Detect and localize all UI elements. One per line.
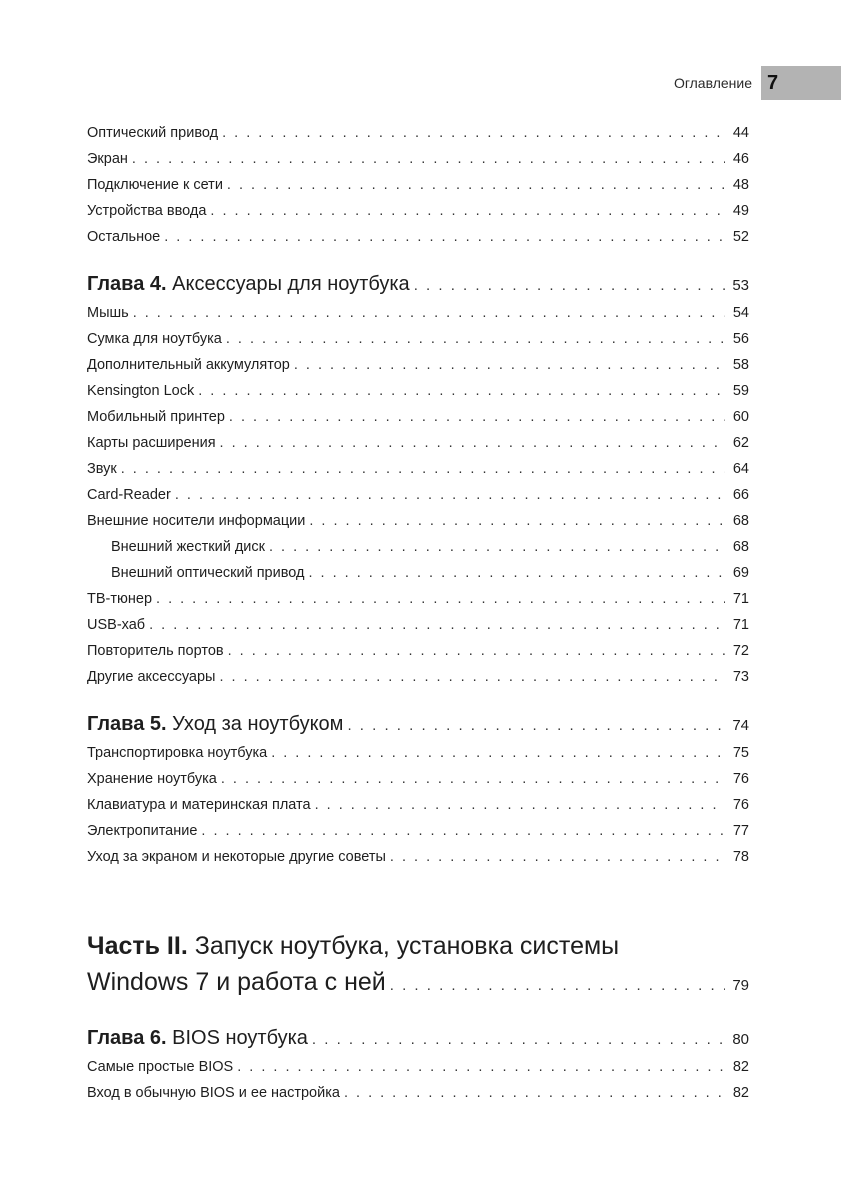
toc-entry-title: Экран bbox=[87, 151, 128, 167]
dot-leader bbox=[414, 270, 725, 302]
dot-leader bbox=[220, 430, 725, 456]
toc-entry-page: 76 bbox=[732, 771, 749, 787]
toc-entry bbox=[87, 198, 749, 224]
toc-subentry bbox=[87, 560, 749, 586]
part-name-line2: Windows 7 и работа с ней bbox=[87, 968, 386, 996]
dot-leader bbox=[156, 586, 725, 612]
toc-entry-title: Kensington Lock bbox=[87, 383, 195, 399]
dot-leader bbox=[312, 1024, 725, 1056]
part-heading bbox=[87, 928, 749, 1000]
toc-entry bbox=[87, 378, 749, 404]
toc-entry bbox=[87, 456, 749, 482]
chapter-name: Аксессуары для ноутбука bbox=[172, 273, 410, 295]
toc-entry-title: Устройства ввода bbox=[87, 203, 207, 219]
dot-leader bbox=[237, 1054, 725, 1080]
page-number-tab bbox=[761, 66, 841, 100]
toc-entry-page: 77 bbox=[732, 823, 749, 839]
dot-leader bbox=[390, 844, 725, 870]
chapter-heading bbox=[87, 1022, 749, 1054]
toc-entry-page: 75 bbox=[732, 745, 749, 761]
dot-leader bbox=[201, 818, 725, 844]
toc-entry-page: 59 bbox=[732, 383, 749, 399]
chapter-page: 53 bbox=[732, 277, 749, 294]
toc-entry bbox=[87, 146, 749, 172]
toc-entry-page: 82 bbox=[732, 1085, 749, 1101]
dot-leader bbox=[132, 146, 725, 172]
toc-entry-page: 52 bbox=[732, 229, 749, 245]
toc-entry-page: 78 bbox=[732, 849, 749, 865]
chapter-title bbox=[87, 268, 410, 300]
dot-leader bbox=[344, 1080, 725, 1106]
toc-entry-title: USB-хаб bbox=[87, 617, 146, 633]
toc-entry-title: ТВ-тюнер bbox=[87, 591, 153, 607]
chapter-title bbox=[87, 708, 343, 740]
toc-entry-page: 46 bbox=[732, 151, 749, 167]
dot-leader bbox=[149, 612, 725, 638]
toc-entry-page: 73 bbox=[732, 669, 749, 685]
toc-entry bbox=[87, 120, 749, 146]
toc-entry-title: Электропитание bbox=[87, 823, 198, 839]
toc-entry-title: Вход в обычную BIOS и ее настройка bbox=[87, 1085, 340, 1101]
toc-entry-page: 68 bbox=[732, 539, 749, 555]
toc-entry-title: Сумка для ноутбука bbox=[87, 331, 222, 347]
toc-entry-title: Звук bbox=[87, 461, 117, 477]
dot-leader bbox=[219, 664, 725, 690]
part-name-line1: Запуск ноутбука, установка системы bbox=[194, 932, 620, 960]
toc-entry-title: Мышь bbox=[87, 305, 129, 321]
toc-entry-page: 56 bbox=[732, 331, 749, 347]
dot-leader bbox=[390, 968, 725, 1004]
toc-entry-page: 49 bbox=[732, 203, 749, 219]
chapter-prefix: Глава 4. bbox=[87, 273, 167, 295]
toc-entry-page: 48 bbox=[732, 177, 749, 193]
toc-entry bbox=[87, 792, 749, 818]
dot-leader bbox=[229, 404, 725, 430]
dot-leader bbox=[226, 326, 725, 352]
dot-leader bbox=[164, 224, 725, 250]
toc-entry bbox=[87, 508, 749, 534]
toc-entry bbox=[87, 224, 749, 250]
toc-entry-title: Дополнительный аккумулятор bbox=[87, 357, 290, 373]
toc-entry-title: Оптический привод bbox=[87, 125, 219, 141]
toc-entry-title: Повторитель портов bbox=[87, 643, 224, 659]
toc-entry bbox=[87, 818, 749, 844]
toc-entry-title: Внешние носители информации bbox=[87, 513, 306, 529]
toc-entry bbox=[87, 352, 749, 378]
toc-entry-page: 64 bbox=[732, 461, 749, 477]
toc-entry bbox=[87, 766, 749, 792]
toc-entry bbox=[87, 404, 749, 430]
toc-entry bbox=[87, 638, 749, 664]
dot-leader bbox=[133, 300, 725, 326]
dot-leader bbox=[198, 378, 725, 404]
toc-entry-page: 66 bbox=[732, 487, 749, 503]
toc-entry-page: 76 bbox=[732, 797, 749, 813]
part-page: 79 bbox=[732, 977, 749, 994]
toc-entry-title: Уход за экраном и некоторые другие советы bbox=[87, 849, 386, 865]
part-prefix: Часть II. bbox=[87, 932, 188, 960]
toc-entry-page: 60 bbox=[732, 409, 749, 425]
toc-entry-title: Внешний оптический привод bbox=[111, 565, 305, 581]
toc-entry bbox=[87, 172, 749, 198]
toc-entry-title: Внешний жесткий диск bbox=[111, 539, 265, 555]
running-header-title: Оглавление bbox=[673, 75, 752, 91]
dot-leader bbox=[221, 766, 725, 792]
toc-entry bbox=[87, 740, 749, 766]
toc-entry bbox=[87, 482, 749, 508]
dot-leader bbox=[308, 560, 725, 586]
toc-entry-page: 58 bbox=[732, 357, 749, 373]
dot-leader bbox=[271, 740, 725, 766]
toc-subentry bbox=[87, 534, 749, 560]
dot-leader bbox=[175, 482, 725, 508]
toc-entry-title: Card-Reader bbox=[87, 487, 171, 503]
dot-leader bbox=[228, 638, 725, 664]
toc-entry-title: Карты расширения bbox=[87, 435, 216, 451]
toc-entry bbox=[87, 326, 749, 352]
dot-leader bbox=[315, 792, 725, 818]
dot-leader bbox=[222, 120, 725, 146]
toc-entry bbox=[87, 1080, 749, 1106]
chapter-prefix: Глава 5. bbox=[87, 713, 167, 735]
dot-leader bbox=[347, 710, 725, 742]
toc-entry-page: 54 bbox=[732, 305, 749, 321]
chapter-page: 74 bbox=[732, 717, 749, 734]
toc-entry-title: Подключение к сети bbox=[87, 177, 223, 193]
toc-entry bbox=[87, 844, 749, 870]
toc-entry bbox=[87, 1054, 749, 1080]
chapter-name: BIOS ноутбука bbox=[172, 1027, 308, 1049]
page-number: 7 bbox=[767, 71, 779, 94]
chapter-heading bbox=[87, 268, 749, 300]
dot-leader bbox=[227, 172, 725, 198]
toc-entry-page: 62 bbox=[732, 435, 749, 451]
toc-entry-page: 71 bbox=[732, 591, 749, 607]
toc-entry-page: 82 bbox=[732, 1059, 749, 1075]
chapter-prefix: Глава 6. bbox=[87, 1027, 167, 1049]
part-title-line2 bbox=[87, 964, 749, 1000]
toc-entry-page: 44 bbox=[732, 125, 749, 141]
toc-entry-page: 72 bbox=[732, 643, 749, 659]
dot-leader bbox=[210, 198, 725, 224]
toc-entry bbox=[87, 612, 749, 638]
toc-entry bbox=[87, 300, 749, 326]
chapter-name: Уход за ноутбуком bbox=[172, 713, 344, 735]
dot-leader bbox=[121, 456, 725, 482]
toc-entry-page: 68 bbox=[732, 513, 749, 529]
page-header bbox=[674, 66, 841, 100]
dot-leader bbox=[269, 534, 725, 560]
toc-entry-title: Хранение ноутбука bbox=[87, 771, 217, 787]
toc-entry-title: Мобильный принтер bbox=[87, 409, 225, 425]
dot-leader bbox=[294, 352, 725, 378]
toc-entry bbox=[87, 664, 749, 690]
toc-entry-title: Остальное bbox=[87, 229, 161, 245]
chapter-heading bbox=[87, 708, 749, 740]
toc-entry bbox=[87, 430, 749, 456]
part-title-line1 bbox=[87, 928, 749, 964]
toc-entry-title: Клавиатура и материнская плата bbox=[87, 797, 311, 813]
toc-entry-page: 69 bbox=[732, 565, 749, 581]
dot-leader bbox=[309, 508, 725, 534]
toc-entry-title: Другие аксессуары bbox=[87, 669, 216, 685]
chapter-title bbox=[87, 1022, 308, 1054]
toc-entry-page: 71 bbox=[732, 617, 749, 633]
toc-entry-title: Самые простые BIOS bbox=[87, 1059, 234, 1075]
table-of-contents bbox=[87, 120, 749, 1106]
chapter-page: 80 bbox=[732, 1031, 749, 1048]
toc-entry bbox=[87, 586, 749, 612]
toc-entry-title: Транспортировка ноутбука bbox=[87, 745, 268, 761]
